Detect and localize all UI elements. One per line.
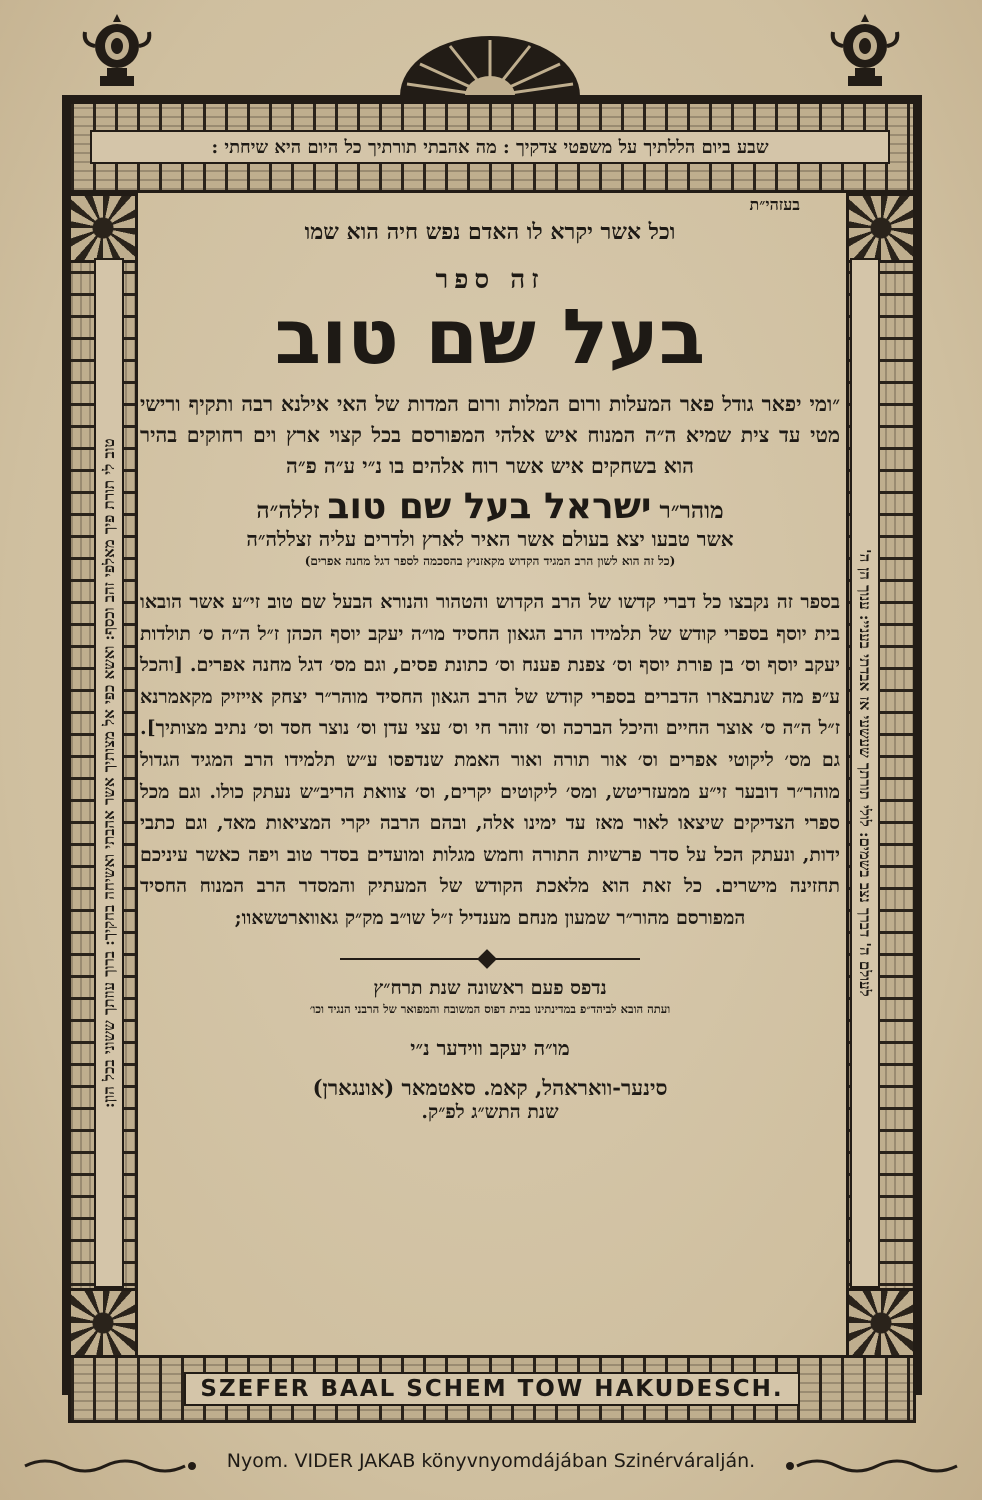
author-name: ישראל בעל שם טוב <box>327 486 652 527</box>
city-line: סינער-ווארא‍הל, קאמ. סאטמאר (אונגארן) <box>312 1074 668 1100</box>
section-divider <box>340 951 640 967</box>
intro-paragraph: ״ומי יפאר גודל פאר המעלות ורום המלות ורום המדות של האי אילנא רבה ותקיף ורישי מטי עד צית שמיא ה״ה המנוח איש אלהי המפורסם בכל קצוי ארץ וים רחוקים בהיר הוא בשחקים איש אשר רוח אלהים בו נ״י ע״ה פ״ה <box>140 392 840 478</box>
urn-ornament-left <box>82 10 152 92</box>
name-prefix: מוהר״ר <box>659 497 724 524</box>
urn-ornament-right <box>830 10 900 92</box>
contents-paragraph: בספר זה נקבצו כל דברי קדשו של הרב הקדוש והטהור והנורא הבעל שם טוב זי״ע אשר הובאו בית יוסף בספרי קודש של תלמידו הרב הגאון החסיד מו״ה יעקב יוסף הכהן ז״ל ה״ה ס׳ תולדות יעקב יוסף וס׳ בן פורת יוסף וס׳ צפנת פענח וס׳ כתונת פסים, וגם מס׳ דגל מחנה אפרים. [והכל ע״פ מה שנתבארו הדברים בספרי קודש של הרב הגאון החסיד מוהר״ר יצחק אייזיק מקאמרנא ז״ל ה״ה ס׳ אוצר החיים והיכל הברכה וס׳ זוהר חי וס׳ עצי עדן וס׳ נוצר חסד וס׳ נתיב מצותיך]. גם מס׳ ליקוטי אפרים וס׳ אור תורה ואור האמת שנדפסו ע״ש תלמידו הרב המגיד הגדול מוהר״ר דובער זי״ע ממעזריטש, ומס׳ ליקוטים יקרים, וס׳ צוואת הריב״ש נעתק כולו. וגם מכל ספרי הצדיקים שיצאו לאור מאז עד ימינו אלה, ובהם הרבה יקרי המציאות מאד, וגם כתבי ידות, ונעתק הכל על סדר פרשיות התורה וחמש מגלות ומועדים בסדר טוב ויפה כאשר עיניכם תחזינה מישרים. כל זאת הוא מלאכת הקודש של המעתיק והמסדר הרב המנוח החסיד המפורסם מהור״ר שמעון מנחם מענדיל ז״ל שו״ב מק״ק גאווארטשאוו; <box>140 591 840 929</box>
printer-imprint: Nyom. VIDER JAKAB könyvnyomdájában Szinérváralján. <box>226 1450 756 1472</box>
zeh-sefer: זה ספר <box>435 265 545 295</box>
year-line: שנת התש״ג לפ״ק. <box>421 1100 559 1123</box>
corner-ornament-bottom-left <box>68 1288 138 1358</box>
right-side-verse: לעולם ה' דברך נצב בשמים: לולי תורתך שעשעי אז אבדתי בעניי: ענוך הן ה' <box>850 258 880 1288</box>
left-side-verse: טוב לי תורת פיך מאלפי זהב וכסף: ואשא כפי אל מצותיך אשר אהבתי ואשיחה בחקיך: ברוך עוזתך ששוני בכל הון: <box>94 258 124 1288</box>
now-brought-line: ועתה הובא לביהד״פ במדינתינו בבית דפוס המשובח והמפואר של הרבני הנגיד וכו׳ <box>309 1001 671 1016</box>
corner-ornament-bottom-right <box>846 1288 916 1358</box>
header-verse: וכל אשר יקרא לו האדם נפש חיה הוא שמו <box>304 219 676 245</box>
corner-ornament-top-right <box>846 193 916 263</box>
sunburst-ornament <box>395 28 585 98</box>
approbation-note: (כל זה הוא לשון הרב המגיד הקדוש מקאזניץ בהסכמה לספר דגל מחנה אפרים) <box>304 554 676 568</box>
title-page-content <box>140 195 840 1265</box>
top-motto: שבע ביום הללתיך על משפטי צדקיך : מה אהבתי תורתיך כל היום היא שיחתי : <box>90 130 890 164</box>
first-print-line: נדפס פעם ראשונה שנת תרח״ץ <box>373 976 607 999</box>
name-suffix: זללה״ה <box>256 497 320 524</box>
corner-ornament-top-left <box>68 193 138 263</box>
printer-name-line: מו״ה יעקב ווידער נ״י <box>410 1035 570 1060</box>
book-title: בעל שם טוב <box>274 292 706 381</box>
latin-title-band <box>68 1360 916 1418</box>
latin-title: SZEFER BAAL SCHEM TOW HAKUDESCH. <box>184 1372 799 1406</box>
header-bezrat-hashem: בעזהי״ת <box>749 195 800 214</box>
author-name-line <box>140 486 840 527</box>
tov-line: אשר טבעו יצא בעולם אשר האיר לארץ ולדרים עליה זצללה״ה <box>246 527 734 551</box>
